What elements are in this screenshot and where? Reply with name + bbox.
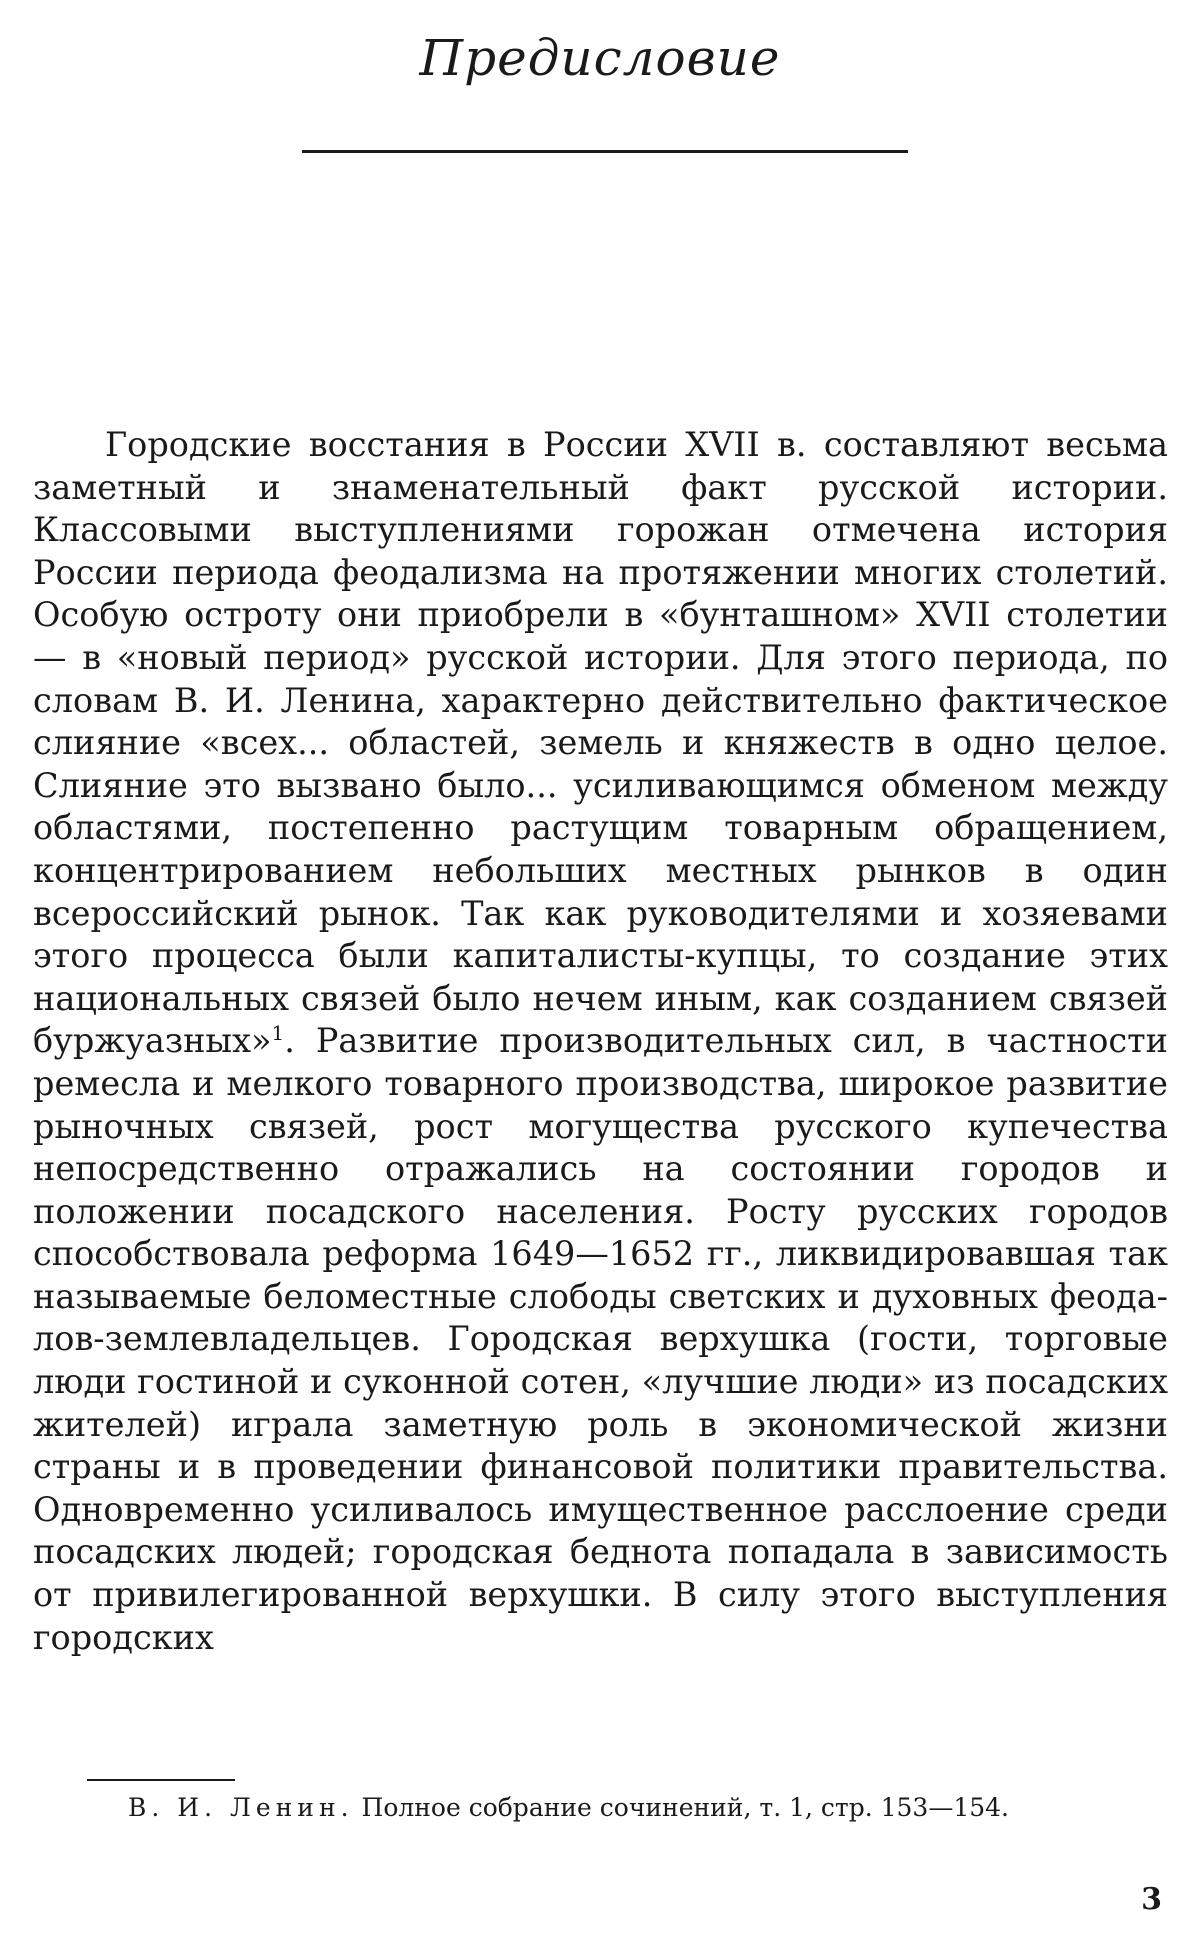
footnote-text: Полное собрание сочинений, т. 1, стр. 153—154. <box>361 1793 1010 1822</box>
footnote <box>128 1788 1168 1828</box>
footnote-reference: 1 <box>271 1021 285 1046</box>
paragraph-text: Городские восстания в России XVII в. составляют весьма заметный и знаменательный факт русской истории. Классовыми выступлениями горожан отмечена история России периода феодализма на протяжении многих столетий. Особую остроту они приобрели в «бунташном» XVII столетии — в «новый период» русской истории. Для этого периода, по словам В. И. Ленина, характерно действительно фактическое слияние «всех... областей, земель и княжеств в одно целое. Слияние это вызвано было... усиливающимся обменом между областями, постепенно растущим товарным обращением, концентрированием небольших местных рынков в один всероссийский рынок. Так как руководителями и хозяевами этого процесса были капиталисты-купцы, то создание этих национальных связей было нечем иным, как созданием связей буржуазных» <box>33 425 1168 1061</box>
main-paragraph <box>33 424 1168 1659</box>
page-title: Предисловие <box>419 29 781 87</box>
footnote-author: В. И. Ленин. <box>128 1793 354 1822</box>
page-number: 3 <box>1141 1882 1162 1917</box>
footnote-divider <box>87 1779 235 1781</box>
title-divider <box>302 150 908 153</box>
paragraph-text-continued: . Развитие производительных сил, в частности ремесла и мелкого товарного производства, широкое развитие рыночных связей, рост могущества русского купечества непосредственно отражались на состоянии городов и положении посадского населения. Росту русских городов способствовала реформа 1649—1652 гг., ликвидировавшая так называемые беломестные слободы светских и духовных феодалов-землевладельцев. Городская верхушка (гости, торговые люди гостиной и суконной сотен, «лучшие люди» из посадских жителей) играла заметную роль в экономической жизни страны и в проведении финансовой политики правительства. Одновременно усиливалось имущественное расслоение среди посадских людей; городская беднота попадала в зависимость от привилегированной верхушки. В силу этого выступления городских <box>33 1021 1168 1657</box>
